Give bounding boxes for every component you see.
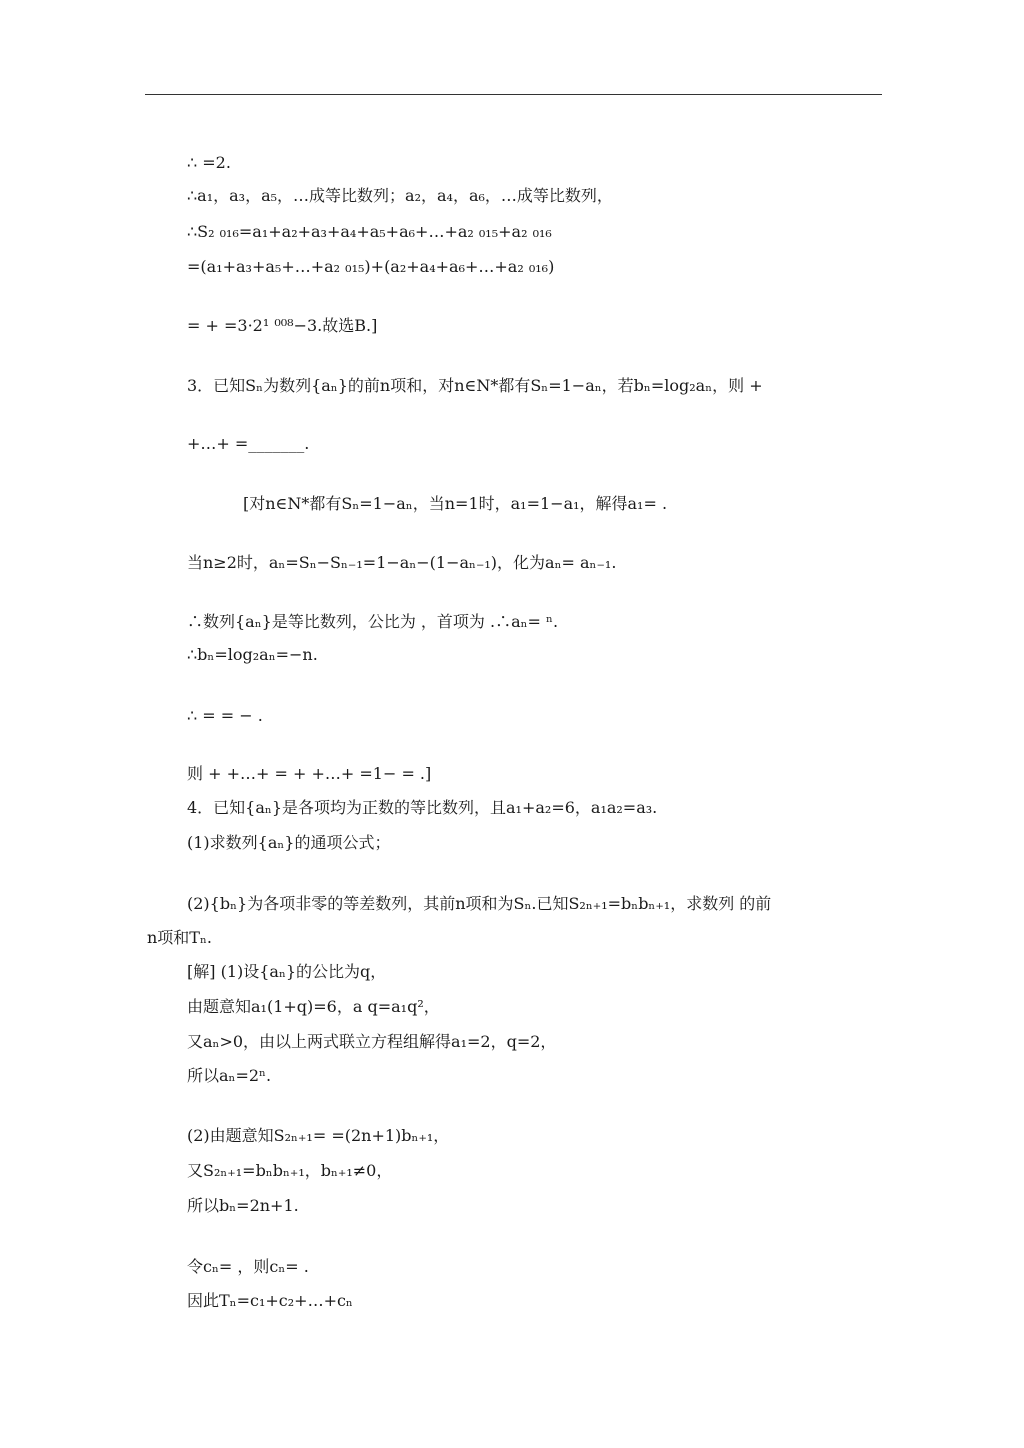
- text-line: 令cₙ= ，则cₙ= .: [187, 1257, 309, 1276]
- text-line: 由题意知a₁(1+q)=6，a q=a₁q²，: [187, 997, 440, 1016]
- text-line: +…+ =_______.: [187, 434, 310, 453]
- text-line: 所以bₙ=2n+1.: [187, 1196, 299, 1215]
- text-line: (2){bₙ}为各项非零的等差数列，其前n项和为Sₙ.已知S₂ₙ₊₁=bₙbₙ₊₁，求数列 的前: [187, 894, 772, 913]
- text-line: =(a₁+a₃+a₅+…+a₂ ₀₁₅)+(a₂+a₄+a₆+…+a₂ ₀₁₆): [187, 257, 555, 276]
- solution-heading: [解] (1)设{aₙ}的公比为q，: [187, 962, 387, 981]
- text-line: ∴ = = − .: [187, 706, 263, 725]
- text-line: = + =3·2¹ ⁰⁰⁸−3.故选B.]: [187, 316, 378, 335]
- text-line: 则 + +…+ = + +…+ =1− = .]: [187, 764, 432, 783]
- text-line: 又aₙ>0，由以上两式联立方程组解得a₁=2，q=2，: [187, 1032, 557, 1051]
- header-rule: [145, 94, 882, 95]
- solution-text: [对n∈N*都有Sₙ=1−aₙ，当n=1时，a₁=1−a₁，解得a₁= .: [243, 494, 668, 513]
- problem-3: 3．已知Sₙ为数列{aₙ}的前n项和，对n∈N*都有Sₙ=1−aₙ，若bₙ=log₂aₙ，则 +: [187, 376, 763, 395]
- text-line: 因此Tₙ=c₁+c₂+…+cₙ: [187, 1291, 353, 1310]
- text-line: 所以aₙ=2ⁿ.: [187, 1066, 272, 1085]
- text-line: 当n≥2时，aₙ=Sₙ−Sₙ₋₁=1−aₙ−(1−aₙ₋₁)，化为aₙ= aₙ₋₁.: [187, 553, 617, 572]
- text-line: ∴ =2.: [187, 153, 231, 172]
- problem-4: 4．已知{aₙ}是各项均为正数的等比数列，且a₁+a₂=6，a₁a₂=a₃.: [187, 798, 658, 817]
- text-line: ∴S₂ ₀₁₆=a₁+a₂+a₃+a₄+a₅+a₆+…+a₂ ₀₁₅+a₂ ₀₁₆: [187, 222, 552, 241]
- text-line: ∴bₙ=log₂aₙ=−n.: [187, 645, 318, 664]
- text-line: (1)求数列{aₙ}的通项公式；: [187, 833, 391, 852]
- text-line: ∴数列{aₙ}是等比数列，公比为 ，首项为 .∴aₙ= ⁿ.: [187, 612, 559, 631]
- text-line: ∴a₁，a₃，a₅，…成等比数列；a₂，a₄，a₆，…成等比数列，: [187, 186, 613, 205]
- text-line: n项和Tₙ.: [147, 928, 212, 947]
- text-line: 又S₂ₙ₊₁=bₙbₙ₊₁，bₙ₊₁≠0，: [187, 1161, 393, 1180]
- text-line: (2)由题意知S₂ₙ₊₁= =(2n+1)bₙ₊₁，: [187, 1126, 450, 1145]
